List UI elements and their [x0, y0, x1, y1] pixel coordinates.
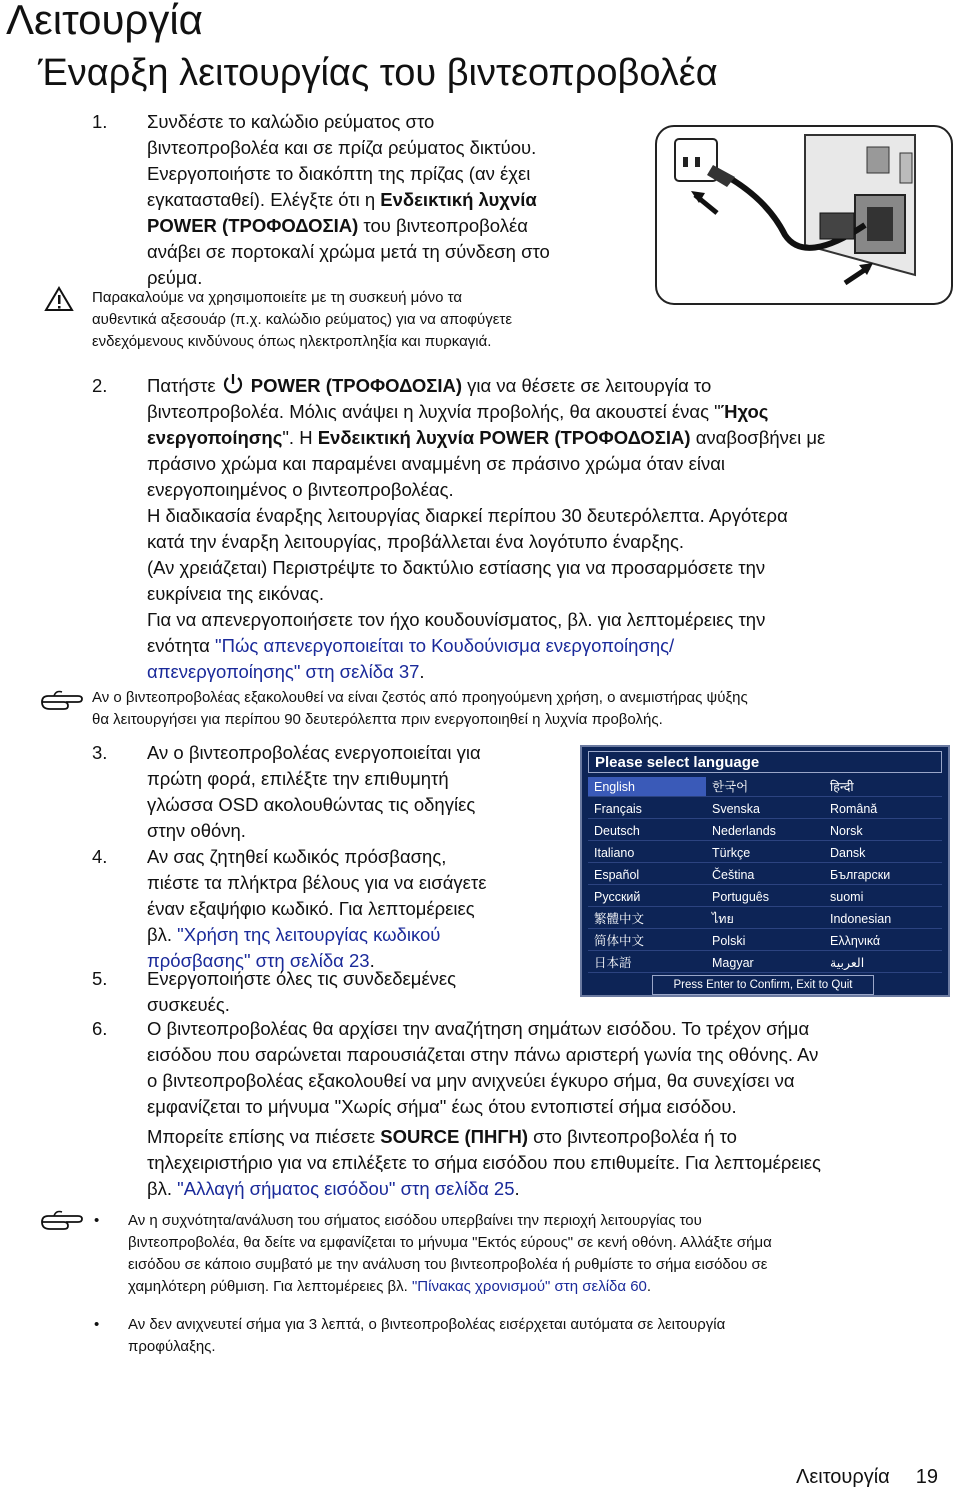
bullet: • — [94, 1316, 100, 1333]
language-option[interactable]: suomi — [824, 887, 942, 907]
page-title: Έναρξη λειτουργίας του βιντεοπροβολέα — [38, 52, 718, 94]
step-number: 3. — [92, 742, 108, 763]
language-option[interactable]: English — [588, 777, 706, 797]
power-icon — [221, 373, 245, 395]
cross-ref-link[interactable]: "Χρήση της λειτουργίας κωδικού — [177, 924, 441, 945]
language-option[interactable]: Русский — [588, 887, 706, 907]
step1-text: Συνδέστε το καλώδιο ρεύματος στο βιντεοπροβολέα και σε πρίζα ρεύματος δικτύου. Ενεργοποιήστε το διακόπτη της πρίζας (αν έχει εγκατασταθεί). Ελέγξτε ότι η Ενδεικτική λυχνία POWER (ΤΡΟΦΟΔΟΣΙΑ) του βιντεοπροβολέα ανάβει σε πορτοκαλί χρώμα μετά τη σύνδεση στο ρεύμα. — [147, 111, 550, 288]
power-cord-illustration — [655, 125, 953, 305]
language-option[interactable]: Français — [588, 799, 706, 819]
warning-icon — [44, 286, 74, 312]
step4-text: Αν σας ζητηθεί κωδικός πρόσβασης, πιέστε τα πλήκτρα βέλους για να εισάγετε έναν εξαψήφιο κωδικό. Για λεπτομέρειες βλ. "Χρήση της λειτουργίας κωδικού πρόσβασης" στη σελίδα 23. — [147, 846, 487, 971]
language-option[interactable]: Magyar — [706, 953, 824, 973]
language-option[interactable]: 繁體中文 — [588, 909, 706, 929]
step3-text: Αν ο βιντεοπροβολέας ενεργοποιείται για πρώτη φορά, επιλέξτε την επιθυμητή γλώσσα OSD ακολουθώντας τις οδηγίες στην οθόνη. — [147, 742, 481, 841]
cross-ref-link[interactable]: πρόσβασης" στη σελίδα 23 — [147, 950, 370, 971]
language-option[interactable]: Türkçe — [706, 843, 824, 863]
language-option[interactable]: Norsk — [824, 821, 942, 841]
language-option[interactable]: Deutsch — [588, 821, 706, 841]
note-hand-icon — [38, 688, 86, 716]
language-option[interactable]: 한국어 — [706, 777, 824, 797]
language-option[interactable]: العربية — [824, 953, 942, 973]
language-option[interactable]: Svenska — [706, 799, 824, 819]
language-option[interactable]: Български — [824, 865, 942, 885]
note2-bullet1: Αν η συχνότητα/ανάλυση του σήματος εισόδου υπερβαίνει την περιοχή λειτουργίας του βιντεοπροβολέα, θα δείτε να εμφανίζεται το μήνυμα "Εκτός εύρους" σε κενή οθόνη. Αλλάξτε σήμα εισόδου σε κάποιο συμβατό με την ανάλυση του βιντεοπροβολέα ή ρυθμίστε το σήμα εισόδου σε χαμηλότερη ρύθμιση. Για λεπτομέρειες βλ. "Πίνακας χρονισμού" στη σελίδα 60. — [128, 1212, 772, 1295]
cross-ref-link[interactable]: "Αλλαγή σήματος εισόδου" στη σελίδα 25 — [177, 1178, 515, 1199]
language-option[interactable]: हिन्दी — [824, 777, 942, 797]
step-number: 2. — [92, 375, 108, 396]
language-option[interactable]: Polski — [706, 931, 824, 951]
language-option[interactable]: Italiano — [588, 843, 706, 863]
step-number: 5. — [92, 968, 108, 989]
note1-text: Αν ο βιντεοπροβολέας εξακολουθεί να είναι ζεστός από προηγούμενη χρήση, ο ανεμιστήρας ψύξης θα λειτουργήσει για περίπου 90 δευτερόλεπτα πριν ενεργοποιηθεί η λυχνία προβολής. — [92, 689, 748, 728]
bullet: • — [94, 1212, 100, 1229]
language-menu — [580, 745, 950, 997]
step-number: 4. — [92, 846, 108, 867]
step2-text: Πατήστε POWER (ΤΡΟΦΟΔΟΣΙΑ) για να θέσετε σε λειτουργία το βιντεοπροβολέα. Μόλις ανάψει η λυχνία προβολής, θα ακουστεί ένας "Ήχος ενεργοποίησης". Η Ενδεικτική λυχνία POWER (ΤΡΟΦΟΔΟΣΙΑ) αναβοσβήνει με πράσινο χρώμα και παραμένει αναμμένη σε πράσινο χρώμα όταν είναι ενεργοποιημένος ο βιντεοπροβολέας. Η διαδικασία έναρξης λειτουργίας διαρκεί περίπου 30 δευτερόλεπτα. Αργότερα κατά την έναρξη λειτουργίας, προβάλλεται ένα λογότυπο έναρξης. (Αν χρειάζεται) Περιστρέψτε το δακτύλιο εστίασης για να προσαρμόσετε την ευκρίνεια της εικόνας. Για να απενεργοποιήσετε τον ήχο κουδουνίσματος, βλ. για λεπτομέρειες την ενότητα "Πώς απενεργοποιείται το Κουδούνισμα ενεργοποίησης/ απενεργοποίησης" στη σελίδα 37. — [147, 375, 826, 682]
page-footer — [796, 1466, 938, 1489]
step6-text: Ο βιντεοπροβολέας θα αρχίσει την αναζήτηση σημάτων εισόδου. Το τρέχον σήμα εισόδου που σαρώνεται παρουσιάζεται στην πάνω αριστερή γωνία της οθόνης. Αν ο βιντεοπροβολέας εξακολουθεί να μην ανιχνεύει έγκυρο σήμα, θα συνεχίσει να εμφανίζεται το μήνυμα "Χωρίς σήμα" έως ότου εντοπιστεί σήμα εισόδου. Μπορείτε επίσης να πιέσετε SOURCE (ΠΗΓΗ) στο βιντεοπροβολέα ή το τηλεχειριστήριο για να επιλέξετε το σήμα εισόδου που επιθυμείτε. Για λεπτομέρειες βλ. "Αλλαγή σήματος εισόδου" στη σελίδα 25. — [147, 1018, 821, 1199]
language-menu-footer: Press Enter to Confirm, Exit to Quit — [652, 975, 874, 995]
step-number: 1. — [92, 111, 108, 132]
language-option[interactable]: Português — [706, 887, 824, 907]
language-menu-title: Please select language — [588, 751, 942, 773]
language-option[interactable]: 简体中文 — [588, 931, 706, 951]
language-option[interactable]: Indonesian — [824, 909, 942, 929]
language-option[interactable]: ไทย — [706, 909, 824, 929]
language-option[interactable]: Nederlands — [706, 821, 824, 841]
cross-ref-link[interactable]: "Πίνακας χρονισμού" στη σελίδα 60 — [411, 1278, 647, 1295]
language-option[interactable]: Dansk — [824, 843, 942, 863]
cross-ref-link[interactable]: "Πώς απενεργοποιείται το Κουδούνισμα ενεργοποίησης/ — [215, 635, 675, 656]
footer-section: Λειτουργία — [795, 1466, 890, 1488]
section-heading: Λειτουργία — [6, 0, 203, 43]
language-option[interactable]: Ελληνικά — [824, 931, 942, 951]
language-option[interactable]: Čeština — [706, 865, 824, 885]
step5-text: Ενεργοποιήστε όλες τις συνδεδεμένες συσκευές. — [147, 968, 457, 1015]
language-option[interactable]: Español — [588, 865, 706, 885]
note2-bullet2: Αν δεν ανιχνευτεί σήμα για 3 λεπτά, ο βιντεοπροβολέας εισέρχεται αυτόματα σε λειτουργία προφύλαξης. — [128, 1316, 726, 1355]
caution-text: Παρακαλούμε να χρησιμοποιείτε με τη συσκευή μόνο τα αυθεντικά αξεσουάρ (π.χ. καλώδιο ρεύματος) για να αποφύγετε ενδεχόμενους κινδύνους όπως ηλεκτροπληξία και πυρκαγιά. — [92, 289, 513, 350]
language-option[interactable]: 日本語 — [588, 953, 706, 973]
note-hand-icon — [38, 1208, 86, 1236]
step-number: 6. — [92, 1018, 108, 1039]
cross-ref-link[interactable]: απενεργοποίησης" στη σελίδα 37 — [147, 661, 420, 682]
page-number: 19 — [915, 1466, 938, 1488]
language-option[interactable]: Română — [824, 799, 942, 819]
